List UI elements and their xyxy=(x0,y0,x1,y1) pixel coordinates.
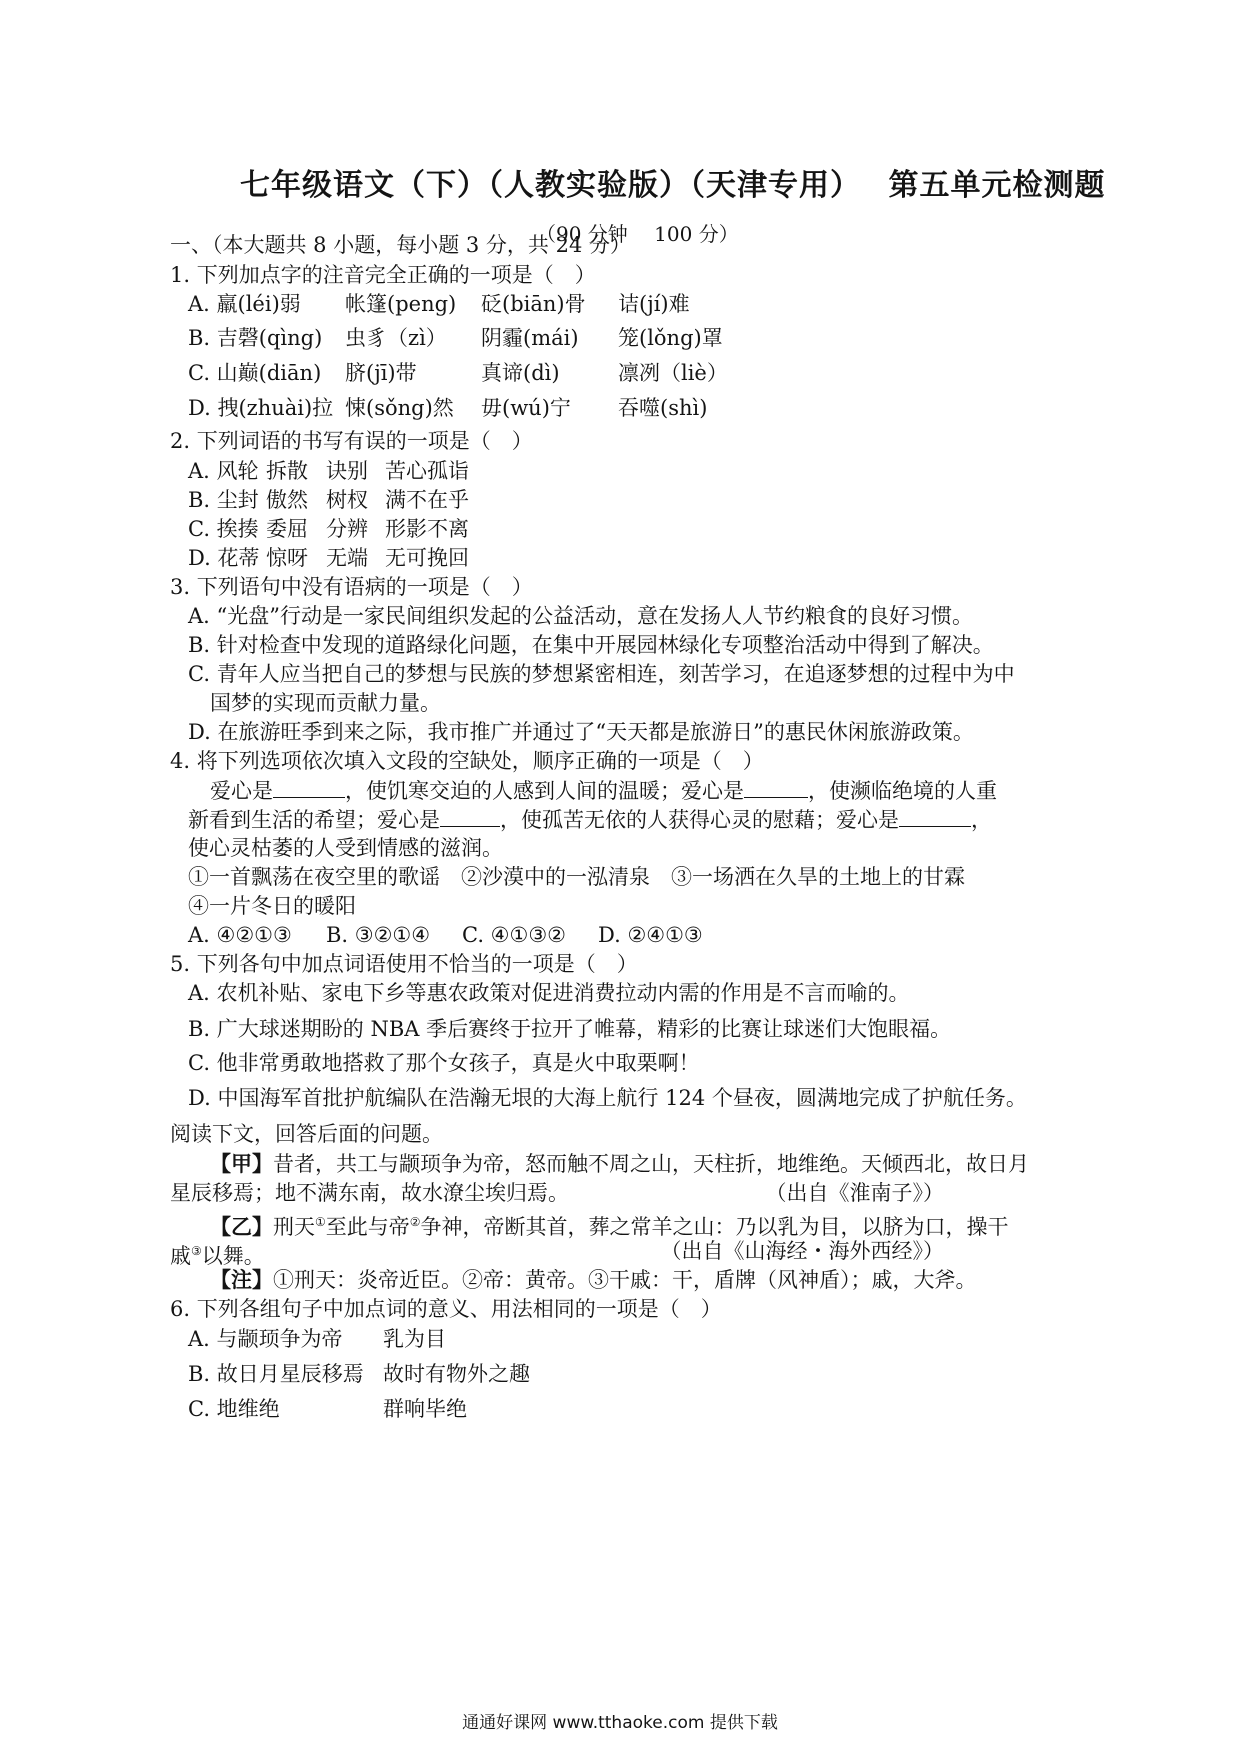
q1-c-1: C. 山巅(diān) xyxy=(188,361,322,385)
footnote-mark: ② xyxy=(409,1215,421,1229)
footer-text: 通通好课网 www.tthaoke.com 提供下载 xyxy=(462,1713,778,1733)
q4-blank-3 xyxy=(440,806,500,827)
q1-b-1: B. 吉磬(qìng) xyxy=(188,326,323,350)
q2-d-3: 无端 xyxy=(326,546,368,570)
q3-option-c: C. 青年人应当把自己的梦想与民族的梦想紧密相连，刻苦学习，在追逐梦想的过程中为中 xyxy=(188,662,1015,686)
question-2-stem: 2. 下列词语的书写有误的一项是（ ） xyxy=(170,429,533,453)
q4-choice-d: D. ②④①③ xyxy=(598,923,703,947)
q4-text: ， xyxy=(971,808,992,832)
question-5-stem: 5. 下列各句中加点词语使用不恰当的一项是（ ） xyxy=(170,952,638,976)
q6-b-2: 故时有物外之趣 xyxy=(383,1362,530,1386)
page-title: 七年级语文（下）（人教实验版）（天津专用） 第五单元检测题 xyxy=(240,168,1106,203)
q6-a-2: 乳为目 xyxy=(383,1327,446,1351)
q4-passage-line-2 xyxy=(188,806,992,833)
q4-blank-2 xyxy=(744,777,808,798)
q1-d-3: 毋(wú)宁 xyxy=(481,396,571,420)
q2-a-3: 诀别 xyxy=(326,459,368,483)
q1-c-2: 脐(jī)带 xyxy=(345,361,417,385)
q4-choice-a: A. ④②①③ xyxy=(188,923,292,947)
q1-b-3: 阴霾(mái) xyxy=(481,326,579,350)
question-6-stem: 6. 下列各组句子中加点词的意义、用法相同的一项是（ ） xyxy=(170,1297,722,1321)
q2-c-4: 形影不离 xyxy=(385,517,469,541)
q2-b-1: B. 尘封 xyxy=(188,488,259,512)
q2-a-2: 拆散 xyxy=(266,459,308,483)
q1-b-2: 虫豸（zì） xyxy=(345,326,447,350)
q1-d-1: D. 拽(zhuài)拉 xyxy=(188,396,334,420)
q1-a-3: 砭(biān)骨 xyxy=(481,292,586,316)
q3-option-a: A. “光盘”行动是一家民间组织发起的公益活动，意在发扬人人节约粮食的良好习惯。 xyxy=(188,604,973,628)
jia-label: 【甲】 xyxy=(210,1151,273,1176)
q2-c-1: C. 挨揍 xyxy=(188,517,259,541)
q4-text: 新看到生活的希望；爱心是 xyxy=(188,808,440,832)
q1-d-2: 悚(sǒng)然 xyxy=(345,396,454,420)
q5-option-c: C. 他非常勇敢地搭救了那个女孩子，真是火中取栗啊！ xyxy=(188,1051,700,1075)
question-1-stem: 1. 下列加点字的注音完全正确的一项是（ ） xyxy=(170,263,596,287)
reading-note xyxy=(210,1267,977,1293)
reading-yi-line-2 xyxy=(170,1238,265,1269)
q2-b-4: 满不在乎 xyxy=(385,488,469,512)
q2-d-4: 无可挽回 xyxy=(385,546,469,570)
q4-passage-line-1 xyxy=(210,777,997,804)
q2-a-4: 苦心孤诣 xyxy=(385,459,469,483)
q5-option-d: D. 中国海军首批护航编队在浩瀚无垠的大海上航行 124 个昼夜，圆满地完成了护航任务。 xyxy=(188,1086,1027,1110)
q4-choice-c: C. ④①③② xyxy=(462,923,566,947)
q5-option-b: B. 广大球迷期盼的 NBA 季后赛终于拉开了帷幕，精彩的比赛让球迷们大饱眼福。 xyxy=(188,1017,952,1041)
q2-d-1: D. 花蒂 xyxy=(188,546,260,570)
q1-a-2: 帐篷(peng) xyxy=(345,292,457,316)
yi-text: 至此与帝 xyxy=(325,1215,410,1239)
q6-b-1: B. 故日月星辰移焉 xyxy=(188,1362,364,1386)
q2-d-2: 惊呀 xyxy=(266,546,308,570)
yi-text: 争神，帝断其首，葬之常羊之山：乃以乳为目，以脐为口，操干 xyxy=(420,1215,1009,1239)
note-text: ①刑天：炎帝近臣。②帝：黄帝。③干戚：干，盾牌（风神盾）；戚，大斧。 xyxy=(273,1268,977,1292)
jia-text: 昔者，共工与颛顼争为帝，怒而触不周之山，天柱折，地维绝。天倾西北，故日月 xyxy=(273,1152,1029,1176)
q4-options-line-2: ④一片冬日的暖阳 xyxy=(188,894,356,918)
reading-intro: 阅读下文，回答后面的问题。 xyxy=(170,1122,443,1146)
q4-text: ，使饥寒交迫的人感到人间的温暖；爱心是 xyxy=(345,779,744,803)
yi-text: 戚 xyxy=(170,1244,191,1268)
reading-yi-line-1 xyxy=(210,1209,1009,1240)
q1-c-4: 凛冽（liè） xyxy=(618,361,728,385)
q2-a-1: A. 风轮 xyxy=(188,459,259,483)
q6-c-2: 群响毕绝 xyxy=(383,1397,467,1421)
q4-blank-4 xyxy=(899,806,971,827)
q2-b-2: 傲然 xyxy=(266,488,308,512)
question-4-stem: 4. 将下列选项依次填入文段的空缺处，顺序正确的一项是（ ） xyxy=(170,749,764,773)
q6-a-1: A. 与颛顼争为帝 xyxy=(188,1327,343,1351)
page-subtitle: （90 分钟 100 分） xyxy=(536,222,739,246)
reading-yi-source: （出自《山海经・海外西经》） xyxy=(660,1239,944,1263)
q6-c-1: C. 地维绝 xyxy=(188,1397,280,1421)
q1-b-4: 笼(lǒng)罩 xyxy=(618,326,723,350)
q4-text: ，使孤苦无依的人获得心灵的慰藉；爱心是 xyxy=(500,808,899,832)
q4-choice-b: B. ③②①④ xyxy=(326,923,431,947)
yi-text: 以舞。 xyxy=(201,1244,265,1268)
reading-jia-line-2: 星辰移焉；地不满东南，故水潦尘埃归焉。 xyxy=(170,1181,569,1205)
q4-passage-line-3: 使心灵枯萎的人受到情感的滋润。 xyxy=(188,836,503,860)
q3-option-b: B. 针对检查中发现的道路绿化问题，在集中开展园林绿化专项整治活动中得到了解决。 xyxy=(188,633,994,657)
yi-label: 【乙】 xyxy=(210,1214,273,1239)
q1-c-3: 真谛(dì) xyxy=(481,361,560,385)
q4-options-line-1: ①一首飘荡在夜空里的歌谣 ②沙漠中的一泓清泉 ③一场洒在久旱的土地上的甘霖 xyxy=(188,865,965,889)
q1-a-4: 诘(jí)难 xyxy=(618,292,690,316)
yi-text: 刑天 xyxy=(273,1215,315,1239)
note-label: 【注】 xyxy=(210,1267,273,1292)
section-heading: 一、（本大题共 8 小题，每小题 3 分，共 24 分） xyxy=(170,233,631,257)
q5-option-a: A. 农机补贴、家电下乡等惠农政策对促进消费拉动内需的作用是不言而喻的。 xyxy=(188,981,910,1005)
q4-text: ，使濒临绝境的人重 xyxy=(808,779,997,803)
q2-c-2: 委屈 xyxy=(266,517,308,541)
q3-option-d: D. 在旅游旺季到来之际，我市推广并通过了“天天都是旅游日”的惠民休闲旅游政策。 xyxy=(188,720,974,744)
q1-d-4: 吞噬(shì) xyxy=(618,396,708,420)
q1-a-1: A. 羸(léi)弱 xyxy=(188,292,301,316)
question-3-stem: 3. 下列语句中没有语病的一项是（ ） xyxy=(170,575,533,599)
footnote-mark: ③ xyxy=(191,1244,202,1258)
reading-jia-source: （出自《淮南子》） xyxy=(765,1181,944,1205)
q2-c-3: 分辨 xyxy=(326,517,368,541)
q4-text: 爱心是 xyxy=(210,779,273,803)
footnote-mark: ① xyxy=(315,1215,326,1229)
q4-blank-1 xyxy=(273,777,345,798)
q2-b-3: 树杈 xyxy=(326,488,368,512)
reading-jia-line-1 xyxy=(210,1151,1029,1177)
q3-option-c-cont: 国梦的实现而贡献力量。 xyxy=(210,691,441,715)
